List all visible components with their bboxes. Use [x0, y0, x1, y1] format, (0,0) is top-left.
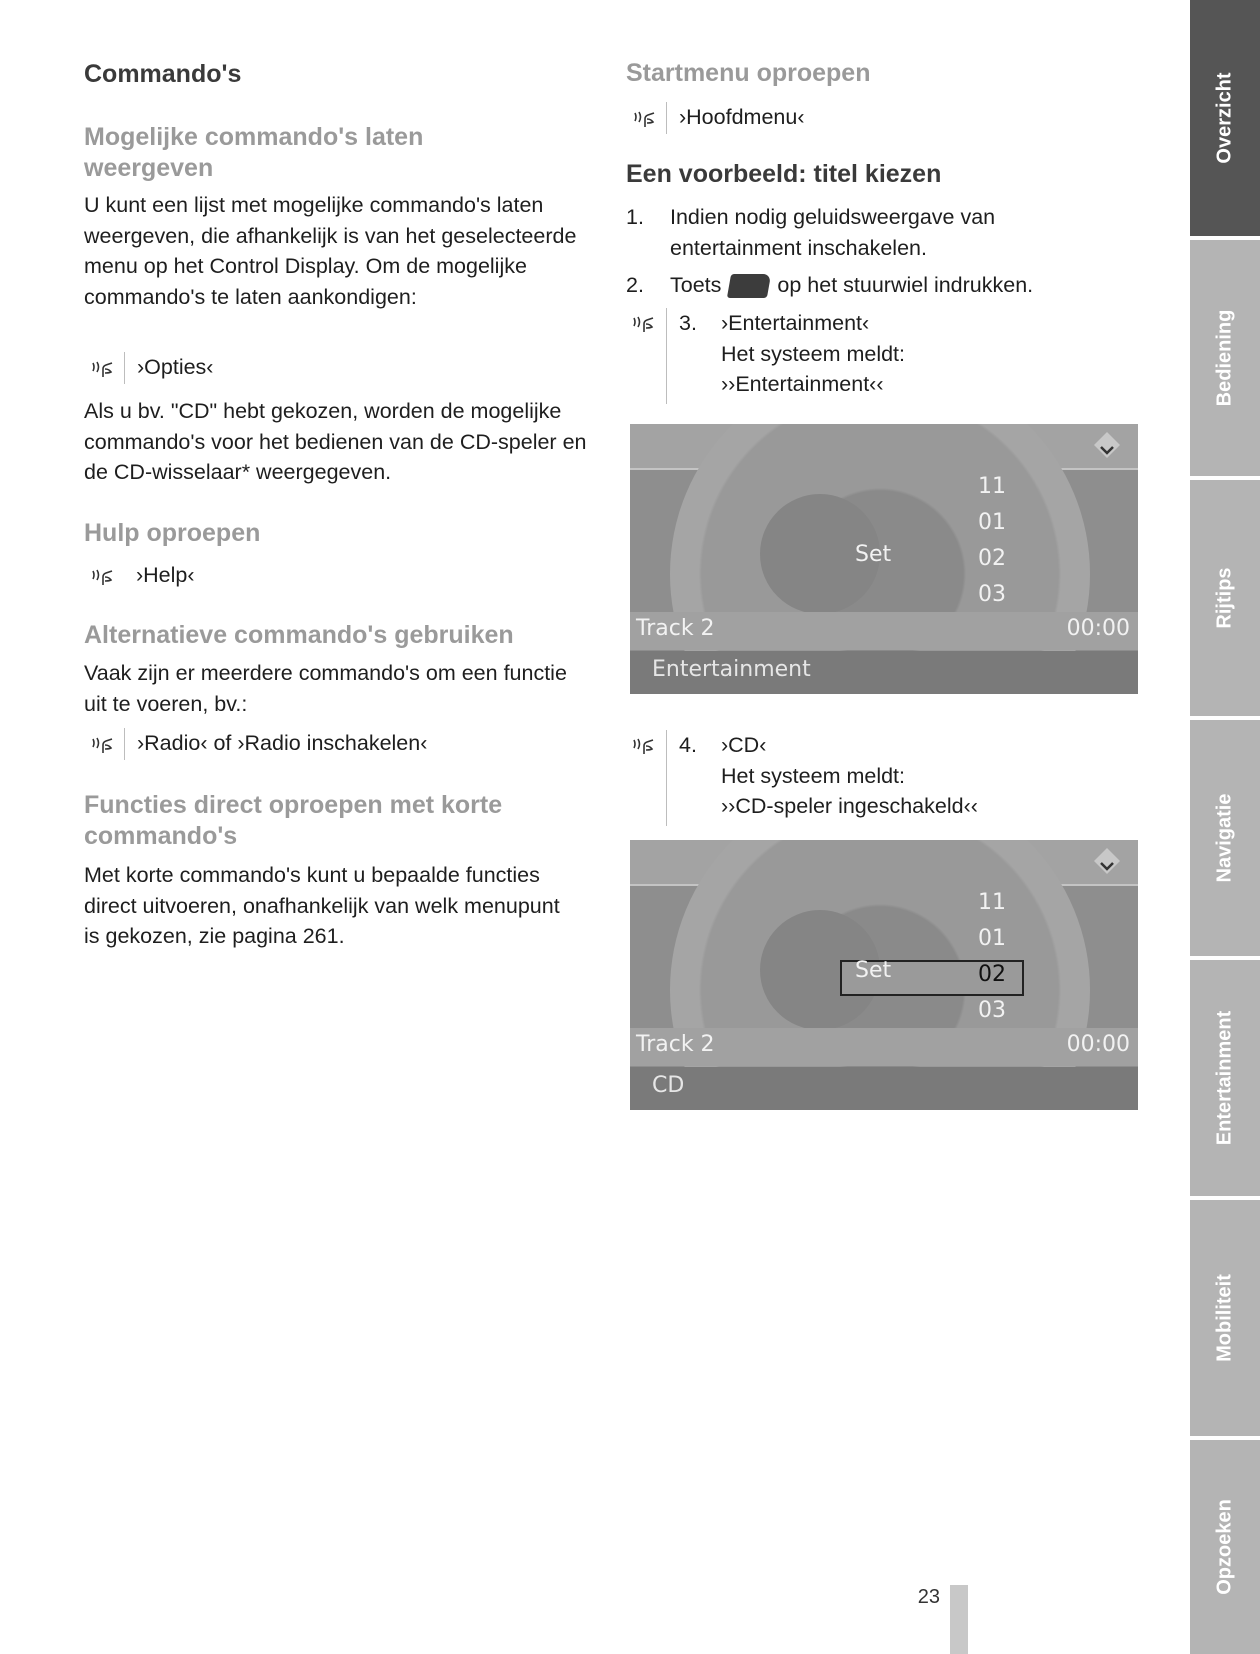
track-label: Track 2 [636, 1032, 715, 1057]
tab-overzicht[interactable] [1190, 0, 1260, 236]
section-text-alternatives: Vaak zijn er meerdere commando's om een functie uit te voeren, bv.: [84, 661, 567, 716]
section-heading-startmenu: Startmenu oproepen [626, 59, 871, 87]
track-status-row [630, 1028, 1138, 1066]
section-text-cd-example: Als u bv. "CD" hebt gekozen, worden de mogelijke commando's voor het bedienen van de CD-speler en de CD-wisselaar* weergegeven. [84, 399, 587, 484]
voice-command-hoofdmenu [626, 102, 804, 134]
step-number: 3. [679, 311, 697, 335]
command-text: ›Hoofdmenu‹ [679, 105, 805, 129]
step-number: 2. [626, 273, 644, 297]
voice-command-icon [626, 730, 667, 826]
track-item: 02 [978, 546, 1006, 571]
command-text: ›Entertainment‹ [721, 311, 870, 335]
tab-label: Entertainment [1213, 1010, 1236, 1146]
track-time: 00:00 [1066, 1032, 1130, 1057]
tab-label: Opzoeken [1213, 1499, 1236, 1595]
step-text: Toets [670, 273, 722, 297]
controller-icon [1092, 846, 1122, 876]
tab-label: Navigatie [1213, 793, 1236, 883]
command-text: ›Radio‹ of ›Radio inschakelen‹ [137, 731, 428, 755]
track-list [978, 890, 1006, 1034]
command-text: ›CD‹ [721, 733, 767, 757]
control-display-entertainment [630, 424, 1138, 694]
page-number-bar [950, 1585, 968, 1654]
tab-rijtips[interactable] [1190, 480, 1260, 716]
tab-mobiliteit[interactable] [1190, 1200, 1260, 1436]
step-3 [626, 308, 905, 404]
steering-wheel-voice-button-icon [727, 274, 771, 298]
tab-opzoeken[interactable] [1190, 1440, 1260, 1654]
display-footer [630, 1067, 1138, 1110]
system-reply-label: Het systeem meldt: [721, 341, 905, 366]
command-text: ›Help‹ [136, 563, 195, 587]
step-text: Indien nodig geluidsweergave van entertainment inschakelen. [670, 205, 996, 260]
voice-command-opties [84, 352, 213, 384]
step-text: op het stuurwiel indrukken. [777, 273, 1034, 297]
system-reply-label: Het systeem meldt: [721, 763, 905, 788]
voice-command-icon [84, 560, 124, 592]
step-2 [626, 270, 1126, 301]
step-number: 4. [679, 733, 697, 757]
track-item: 11 [978, 890, 1006, 915]
section-text-short-commands: Met korte commando's kunt u bepaalde functies direct uitvoeren, onafhankelijk van welk menupunt is gekozen, zie pagina 261. [84, 863, 560, 948]
track-item-selected: 02 [978, 962, 1006, 987]
step-1 [626, 202, 1126, 263]
controller-icon [1092, 430, 1122, 460]
set-label: Set [855, 958, 892, 983]
tab-label: Rijtips [1213, 567, 1236, 629]
track-item: 01 [978, 926, 1006, 951]
page-number: 23 [917, 1586, 940, 1608]
display-footer [630, 651, 1138, 694]
track-item: 11 [978, 474, 1006, 499]
step-4 [626, 730, 978, 826]
tab-label: Mobiliteit [1213, 1274, 1236, 1362]
track-label: Track 2 [636, 616, 715, 641]
section-heading-commands-list: Mogelijke commando's laten weergeven [84, 123, 424, 182]
control-display-cd [630, 840, 1138, 1110]
track-item: 03 [978, 582, 1006, 607]
display-footer-label: Entertainment [652, 657, 811, 682]
track-status-row [630, 612, 1138, 650]
voice-command-icon [626, 308, 667, 404]
voice-command-icon [84, 352, 125, 384]
set-label: Set [855, 542, 892, 567]
tab-navigatie[interactable] [1190, 720, 1260, 956]
voice-command-radio [84, 728, 427, 760]
track-item: 01 [978, 510, 1006, 535]
system-reply: ››CD-speler ingeschakeld‹‹ [721, 794, 978, 818]
voice-command-icon [626, 102, 667, 134]
display-footer-label: CD [652, 1073, 685, 1098]
section-heading-help: Hulp oproepen [84, 519, 261, 547]
system-reply: ››Entertainment‹‹ [721, 372, 884, 396]
track-item: 03 [978, 998, 1006, 1023]
step-number: 1. [626, 205, 644, 229]
section-heading-alternatives: Alternatieve commando's gebruiken [84, 621, 514, 649]
command-text: ›Opties‹ [137, 355, 214, 379]
tab-bediening[interactable] [1190, 240, 1260, 476]
tab-entertainment[interactable] [1190, 960, 1260, 1196]
tab-label: Overzicht [1213, 72, 1236, 164]
track-list [978, 474, 1006, 618]
section-text-commands-list: U kunt een lijst met mogelijke commando's laten weergeven, die afhankelijk is van het geselecteerde menu op het Control Display. Om de mogelijke commando's te laten aankondigen: [84, 193, 577, 309]
voice-command-help [84, 560, 195, 592]
track-time: 00:00 [1066, 616, 1130, 641]
voice-command-icon [84, 728, 125, 760]
page-title: Commando's [84, 60, 242, 88]
tab-label: Bediening [1213, 309, 1236, 407]
section-heading-example: Een voorbeeld: titel kiezen [626, 160, 942, 188]
section-heading-short-commands: Functies direct oproepen met korte commando's [84, 791, 503, 850]
